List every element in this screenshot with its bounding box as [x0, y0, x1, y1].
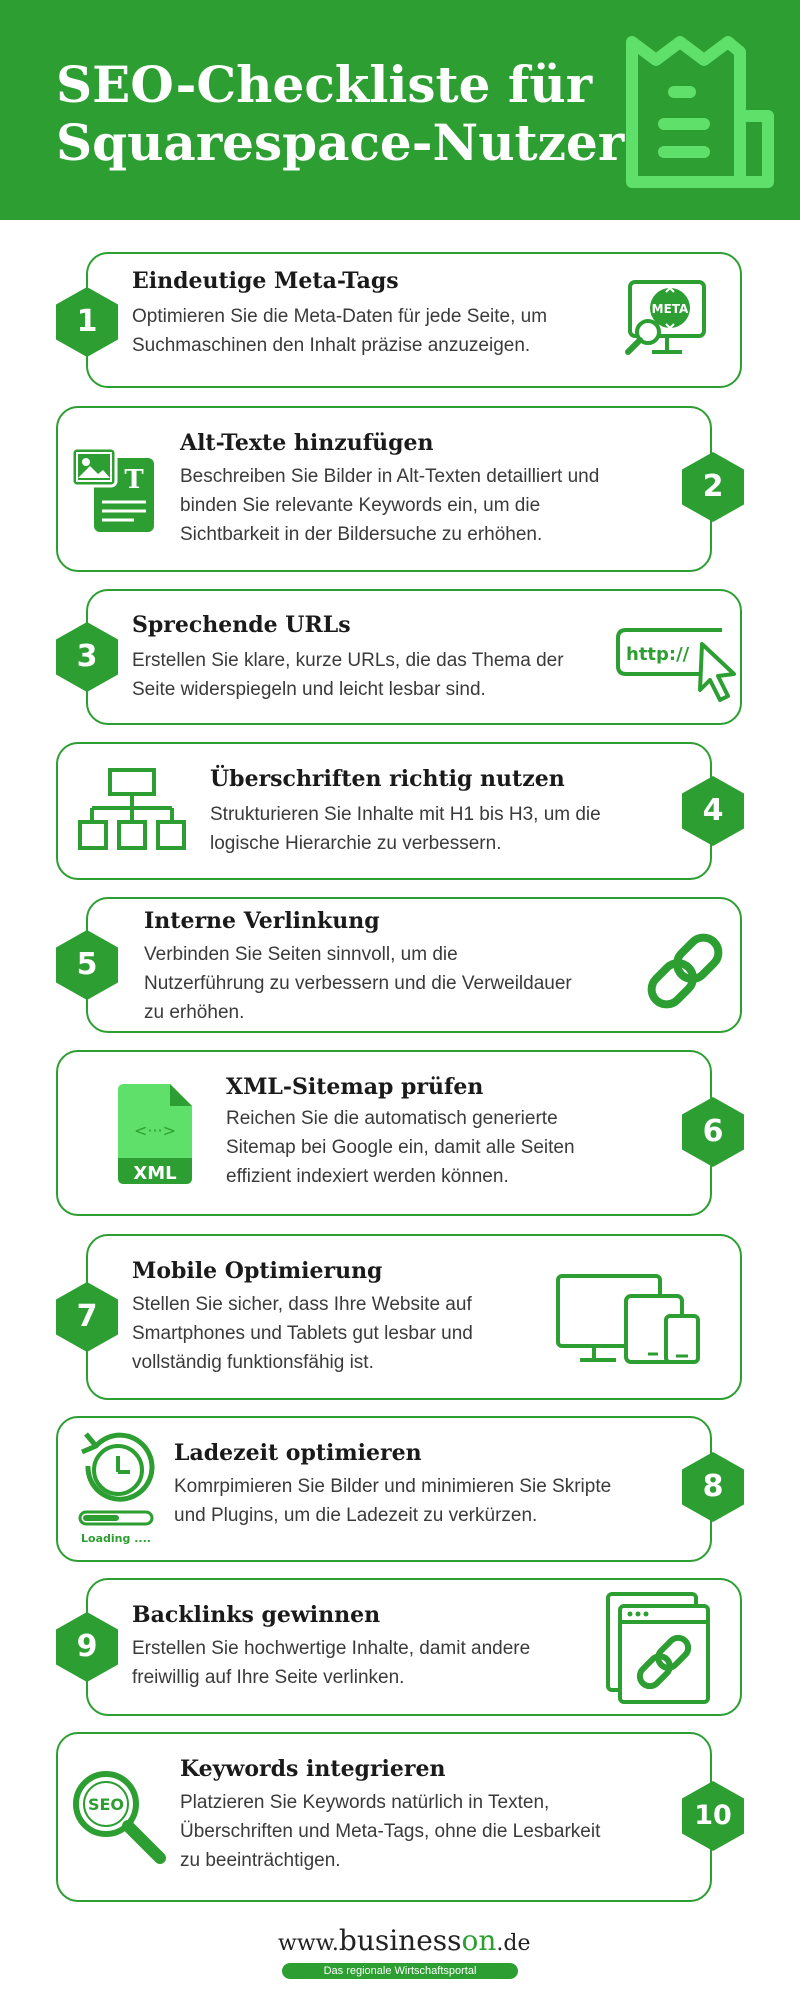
xml-file-icon — [112, 1082, 196, 1186]
item-title-1: Eindeutige Meta-Tags — [132, 268, 399, 294]
hierarchy-icon — [76, 766, 188, 856]
number-6: 6 — [702, 1114, 724, 1149]
item-title-2: Alt-Texte hinzufügen — [180, 430, 434, 456]
number-7: 7 — [76, 1299, 98, 1334]
number-badge-7 — [56, 1282, 118, 1352]
item-title-5: Interne Verlinkung — [144, 908, 380, 934]
number-1: 1 — [76, 304, 98, 339]
number-badge-3 — [56, 622, 118, 692]
item-desc-4: Strukturieren Sie Inhalte mit H1 bis H3, um die logische Hierarchie zu verbessern. — [210, 804, 601, 854]
item-title-4: Überschriften richtig nutzen — [210, 766, 565, 792]
number-badge-10 — [682, 1781, 744, 1851]
image-text-icon — [68, 444, 164, 540]
item-desc-5: Verbinden Sie Seiten sinnvoll, um die Nutzerführung zu verbessern und die Verweildauer zu erhöhen. — [144, 944, 572, 1023]
svg-text:SEO: SEO — [87, 1795, 125, 1814]
title-line-1: SEO-Checkliste für — [56, 55, 593, 114]
receipt-checklist-icon — [622, 36, 774, 188]
item-title-9: Backlinks gewinnen — [132, 1602, 381, 1628]
item-title-3: Sprechende URLs — [132, 612, 351, 638]
page-title — [56, 56, 624, 172]
clock-loading-icon — [76, 1430, 162, 1548]
number-9: 9 — [76, 1629, 98, 1664]
number-badge-2 — [682, 452, 744, 522]
item-title-6: XML-Sitemap prüfen — [226, 1074, 484, 1100]
item-desc-6: Reichen Sie die automatisch generierte Sitemap bei Google ein, damit alle Seiten effizient indexiert werden können. — [226, 1108, 575, 1187]
item-desc-7: Stellen Sie sicher, dass Ihre Website auf Smartphones und Tablets gut lesbar und vollständig funktionsfähig ist. — [132, 1294, 473, 1373]
item-title-7: Mobile Optimierung — [132, 1258, 383, 1284]
item-title-10: Keywords integrieren — [180, 1756, 446, 1782]
number-badge-4 — [682, 776, 744, 846]
number-badge-6 — [682, 1097, 744, 1167]
svg-text:http://: http:// — [626, 644, 690, 665]
footer-logo — [278, 1924, 531, 1980]
svg-text:META: META — [651, 302, 689, 316]
item-desc-1: Optimieren Sie die Meta-Daten für jede Seite, um Suchmaschinen den Inhalt präzise anzuzeigen. — [132, 306, 548, 356]
brand-tagline: Das regionale Wirtschaftsportal — [282, 1963, 518, 1979]
number-badge-8 — [682, 1452, 744, 1522]
item-desc-8: Komrpimieren Sie Bilder und minimieren Sie Skripte und Plugins, um die Ladezeit zu verkürzen. — [174, 1476, 612, 1526]
number-10: 10 — [694, 1800, 732, 1831]
url-cursor-icon — [612, 622, 742, 708]
item-desc-10: Platzieren Sie Keywords natürlich in Texten, Überschriften und Meta-Tags, ohne die Lesbarkeit zu beeinträchtigen. — [180, 1792, 601, 1871]
title-line-2: Squarespace-Nutzer — [56, 113, 625, 172]
item-desc-2: Beschreiben Sie Bilder in Alt-Texten detailliert und binden Sie relevante Keywords ein, um die Sichtbarkeit in der Bildersuche zu erhöhen. — [180, 466, 600, 545]
devices-icon — [554, 1272, 704, 1366]
seo-magnifier-icon — [70, 1768, 170, 1868]
number-badge-1 — [56, 287, 118, 357]
number-8: 8 — [702, 1469, 724, 1504]
chain-link-icon — [640, 926, 730, 1016]
meta-monitor-icon — [620, 272, 716, 368]
number-2: 2 — [702, 469, 724, 504]
item-desc-9: Erstellen Sie hochwertige Inhalte, damit andere freiwillig auf Ihre Seite verlinken. — [132, 1638, 531, 1688]
number-3: 3 — [76, 639, 98, 674]
svg-text:T: T — [124, 465, 144, 495]
brand-wordmark: www.businesson.de — [278, 1924, 531, 1957]
number-badge-5 — [56, 930, 118, 1000]
svg-text:Loading ....: Loading .... — [81, 1532, 151, 1545]
number-badge-9 — [56, 1612, 118, 1682]
item-title-8: Ladezeit optimieren — [174, 1440, 422, 1466]
item-desc-3: Erstellen Sie klare, kurze URLs, die das Thema der Seite widerspiegeln und leicht lesbar sind. — [132, 650, 564, 700]
number-4: 4 — [702, 793, 724, 828]
number-5: 5 — [76, 947, 98, 982]
svg-text:<···>: <···> — [133, 1121, 177, 1140]
browser-link-icon — [604, 1590, 714, 1706]
svg-text:XML: XML — [133, 1163, 177, 1184]
header-banner — [0, 0, 800, 220]
